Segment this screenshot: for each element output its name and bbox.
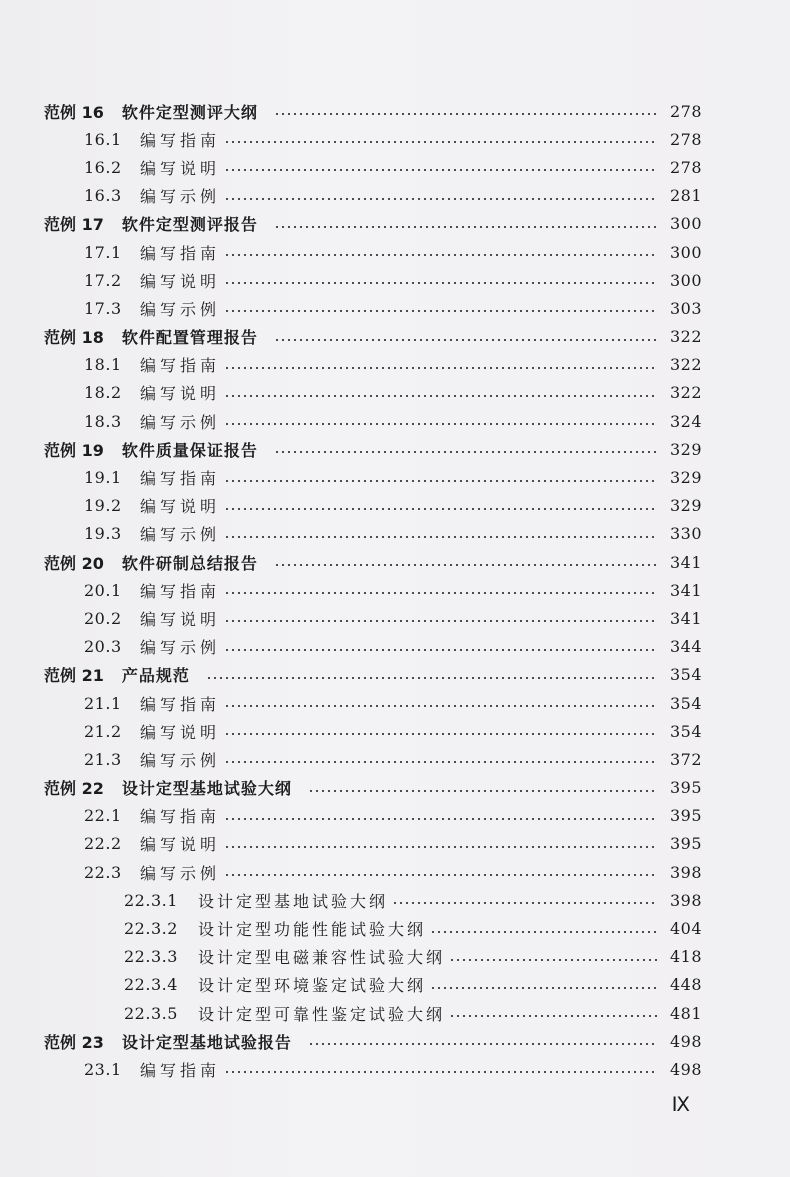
toc-entry-title: 软件定型测评大纲	[121, 102, 258, 122]
toc-page-number: 354	[669, 721, 702, 741]
toc-page-number: 278	[669, 157, 702, 177]
toc-section-row	[0, 689, 790, 717]
toc-page-number: 354	[669, 665, 702, 685]
toc-entry-title: 软件定型测评报告	[121, 215, 258, 235]
dot-leader	[224, 169, 658, 171]
toc-entry-number: 20.1	[84, 580, 122, 600]
dot-leader	[449, 1015, 658, 1017]
dot-leader	[224, 508, 658, 510]
toc-entry-number: 21.3	[84, 749, 122, 769]
toc-entry-number: 20.3	[84, 637, 122, 657]
toc-entry-title: 编写指南	[140, 130, 221, 150]
toc-entry-number: 22.3.5	[124, 1003, 178, 1023]
toc-entry-number: 范例 17	[44, 215, 104, 235]
toc-page-number: 354	[669, 693, 702, 713]
toc-entry-number: 23.1	[84, 1059, 122, 1079]
toc-chapter-row	[0, 323, 790, 351]
toc-page-number: 498	[669, 1031, 702, 1051]
dot-leader	[274, 113, 658, 115]
toc-section-row	[0, 125, 790, 153]
dot-leader	[224, 367, 658, 369]
dot-leader	[206, 677, 658, 679]
toc-entry-number: 22.3.1	[124, 890, 178, 910]
toc-entry-number: 22.3.4	[124, 975, 178, 995]
toc-entry-number: 22.1	[84, 806, 122, 826]
toc-entry-title: 编写说明	[140, 722, 221, 742]
toc-section-row	[0, 153, 790, 181]
toc-page-number: 498	[669, 1059, 702, 1079]
toc-page-number: 278	[669, 129, 702, 149]
toc-entry-number: 20.2	[84, 608, 122, 628]
toc-entry-title: 编写说明	[140, 271, 221, 291]
toc-entry-title: 软件质量保证报告	[121, 440, 258, 460]
toc-page-number: 404	[669, 919, 702, 939]
dot-leader	[274, 226, 658, 228]
toc-entry-number: 18.3	[84, 411, 122, 431]
toc-section-row	[0, 858, 790, 886]
toc-entry-title: 编写说明	[140, 835, 221, 855]
toc-section-row	[0, 830, 790, 858]
toc-page-number: 324	[669, 411, 702, 431]
toc-page-number: 329	[669, 439, 702, 459]
toc-subsection-row	[0, 971, 790, 999]
toc-chapter-row	[0, 1027, 790, 1055]
toc-entry-title: 编写指南	[140, 694, 221, 714]
toc-entry-title: 编写示例	[140, 863, 221, 883]
dot-leader	[224, 282, 658, 284]
dot-leader	[224, 310, 658, 312]
toc-entry-number: 范例 20	[44, 553, 104, 573]
toc-entry-number: 范例 16	[44, 102, 104, 122]
toc-page-number: 395	[669, 778, 702, 798]
dot-leader	[224, 198, 658, 200]
toc-page-number: 398	[669, 862, 702, 882]
dot-leader	[224, 395, 658, 397]
toc-section-row	[0, 182, 790, 210]
toc-page-number: 481	[669, 1003, 702, 1023]
toc-entry-title: 设计定型环境鉴定试验大纲	[198, 976, 427, 996]
toc-page-number: 300	[669, 270, 702, 290]
toc-entry-number: 17.2	[84, 270, 122, 290]
toc-chapter-row	[0, 661, 790, 689]
toc-page-number: 281	[669, 186, 702, 206]
toc-entry-number: 范例 22	[44, 779, 104, 799]
dot-leader	[224, 1071, 658, 1073]
toc-section-row	[0, 379, 790, 407]
dot-leader	[274, 339, 658, 341]
toc-section-row	[0, 520, 790, 548]
toc-page-number: 341	[669, 580, 702, 600]
toc-page-number: 448	[669, 975, 702, 995]
dot-leader	[308, 790, 658, 792]
dot-leader	[224, 423, 658, 425]
toc-section-row	[0, 604, 790, 632]
toc-page-number: 372	[669, 749, 702, 769]
toc-page-number: 395	[669, 806, 702, 826]
toc-entry-title: 编写说明	[140, 609, 221, 629]
toc-page-number: 300	[669, 242, 702, 262]
toc-entry-number: 16.3	[84, 186, 122, 206]
toc-section-row	[0, 633, 790, 661]
toc-page-number: 300	[669, 214, 702, 234]
toc-section-row	[0, 802, 790, 830]
dot-leader	[274, 564, 658, 566]
dot-leader	[224, 254, 658, 256]
dot-leader	[430, 931, 658, 933]
dot-leader	[224, 761, 658, 763]
toc-section-row	[0, 745, 790, 773]
toc-page-number: 330	[669, 524, 702, 544]
dot-leader	[224, 536, 658, 538]
toc-entry-number: 22.3.3	[124, 947, 178, 967]
toc-entry-title: 编写示例	[140, 299, 221, 319]
toc-entry-title: 编写说明	[140, 158, 221, 178]
toc-entry-title: 产品规范	[121, 666, 190, 686]
toc-entry-title: 编写说明	[140, 497, 221, 517]
toc-entry-number: 17.3	[84, 298, 122, 318]
toc-entry-title: 编写指南	[140, 1060, 221, 1080]
toc-page-number: 398	[669, 890, 702, 910]
table-of-contents	[0, 97, 790, 1084]
toc-entry-number: 21.1	[84, 693, 122, 713]
toc-entry-number: 16.1	[84, 129, 122, 149]
toc-entry-title: 软件研制总结报告	[121, 553, 258, 573]
toc-page-number: 341	[669, 608, 702, 628]
toc-entry-number: 范例 23	[44, 1032, 104, 1052]
toc-entry-title: 编写示例	[140, 525, 221, 545]
toc-section-row	[0, 266, 790, 294]
toc-chapter-row	[0, 548, 790, 576]
toc-entry-title: 编写示例	[140, 412, 221, 432]
toc-page-number: 341	[669, 552, 702, 572]
toc-chapter-row	[0, 97, 790, 125]
dot-leader	[224, 818, 658, 820]
toc-entry-title: 设计定型电磁兼容性试验大纲	[198, 948, 446, 968]
toc-entry-title: 软件配置管理报告	[121, 328, 258, 348]
toc-page-number: 278	[669, 101, 702, 121]
dot-leader	[224, 705, 658, 707]
dot-leader	[224, 846, 658, 848]
toc-entry-number: 21.2	[84, 721, 122, 741]
toc-entry-number: 19.2	[84, 496, 122, 516]
toc-chapter-row	[0, 435, 790, 463]
toc-section-row	[0, 463, 790, 491]
toc-page-number: 303	[669, 298, 702, 318]
dot-leader	[224, 480, 658, 482]
toc-entry-title: 设计定型基地试验大纲	[198, 891, 389, 911]
toc-subsection-row	[0, 914, 790, 942]
toc-entry-title: 设计定型基地试验大纲	[121, 779, 292, 799]
toc-entry-title: 编写指南	[140, 807, 221, 827]
toc-page-number: 395	[669, 834, 702, 854]
dot-leader	[224, 874, 658, 876]
toc-entry-number: 19.1	[84, 468, 122, 488]
dot-leader	[392, 902, 658, 904]
toc-section-row	[0, 576, 790, 604]
toc-entry-title: 编写指南	[140, 356, 221, 376]
toc-entry-title: 设计定型可靠性鉴定试验大纲	[198, 1004, 446, 1024]
toc-entry-number: 范例 19	[44, 440, 104, 460]
toc-entry-number: 范例 18	[44, 328, 104, 348]
toc-section-row	[0, 294, 790, 322]
toc-section-row	[0, 1055, 790, 1083]
toc-entry-number: 17.1	[84, 242, 122, 262]
toc-section-row	[0, 351, 790, 379]
dot-leader	[224, 141, 658, 143]
toc-entry-title: 设计定型基地试验报告	[121, 1032, 292, 1052]
toc-page-number: 322	[669, 327, 702, 347]
page-folio: Ⅸ	[671, 1094, 690, 1116]
toc-entry-number: 16.2	[84, 157, 122, 177]
toc-entry-number: 22.3.2	[124, 919, 178, 939]
toc-page-number: 418	[669, 947, 702, 967]
toc-entry-title: 编写指南	[140, 243, 221, 263]
toc-page-number: 322	[669, 383, 702, 403]
dot-leader	[449, 959, 658, 961]
toc-entry-title: 编写指南	[140, 469, 221, 489]
dot-leader	[224, 649, 658, 651]
toc-entry-title: 编写示例	[140, 638, 221, 658]
toc-page-number: 344	[669, 637, 702, 657]
toc-chapter-row	[0, 210, 790, 238]
dot-leader	[224, 733, 658, 735]
toc-section-row	[0, 407, 790, 435]
toc-entry-title: 编写示例	[140, 750, 221, 770]
toc-subsection-row	[0, 999, 790, 1027]
dot-leader	[274, 451, 658, 453]
toc-entry-title: 设计定型功能性能试验大纲	[198, 920, 427, 940]
toc-entry-number: 22.3	[84, 862, 122, 882]
toc-entry-number: 18.1	[84, 355, 122, 375]
dot-leader	[308, 1043, 658, 1045]
toc-chapter-row	[0, 774, 790, 802]
toc-entry-title: 编写说明	[140, 384, 221, 404]
dot-leader	[430, 987, 658, 989]
toc-section-row	[0, 238, 790, 266]
toc-section-row	[0, 492, 790, 520]
dot-leader	[224, 592, 658, 594]
toc-page-number: 329	[669, 468, 702, 488]
toc-section-row	[0, 717, 790, 745]
toc-entry-number: 19.3	[84, 524, 122, 544]
toc-entry-number: 范例 21	[44, 666, 104, 686]
toc-page-number: 329	[669, 496, 702, 516]
dot-leader	[224, 620, 658, 622]
toc-entry-number: 22.2	[84, 834, 122, 854]
toc-subsection-row	[0, 886, 790, 914]
toc-entry-title: 编写示例	[140, 187, 221, 207]
toc-subsection-row	[0, 943, 790, 971]
toc-page-number: 322	[669, 355, 702, 375]
toc-entry-title: 编写指南	[140, 581, 221, 601]
toc-entry-number: 18.2	[84, 383, 122, 403]
